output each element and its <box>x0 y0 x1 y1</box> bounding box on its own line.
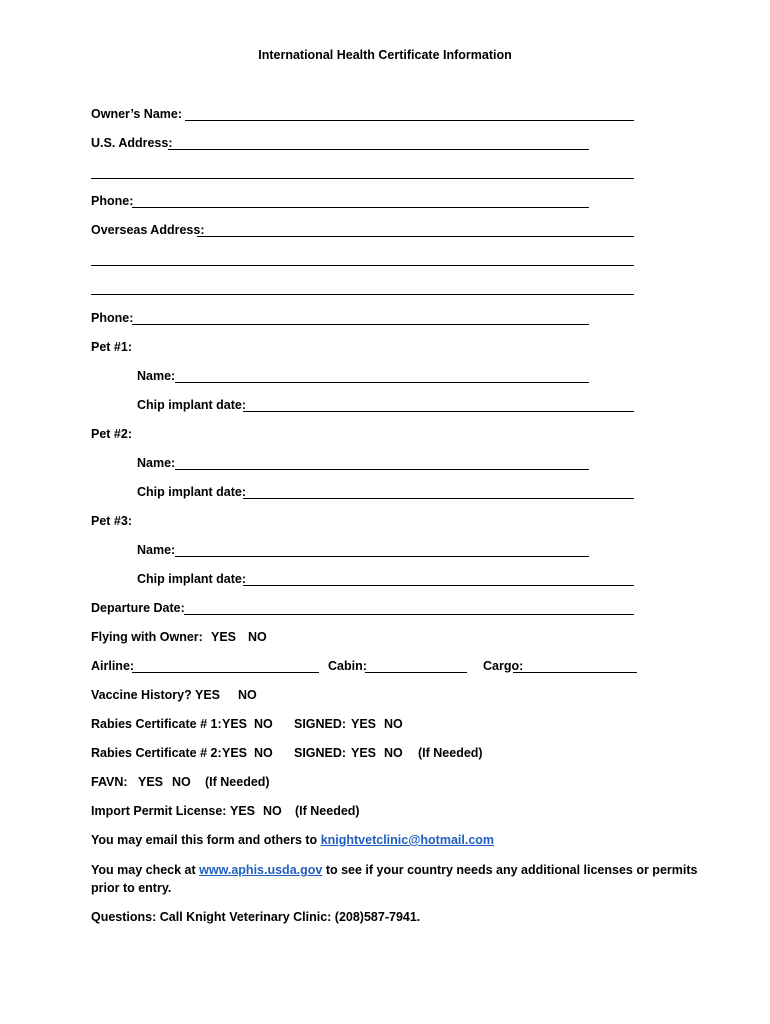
aphis-text-before: You may check at <box>91 863 196 877</box>
vaccine-history-label: Vaccine History? <box>91 688 192 702</box>
phone-label-1: Phone: <box>91 194 134 208</box>
pet1-chip-field[interactable] <box>243 411 634 412</box>
us-address-row <box>91 134 173 152</box>
pet1-chip-label: Chip implant date: <box>137 398 247 412</box>
page-title: International Health Certificate Information <box>258 48 512 62</box>
email-note <box>91 831 494 849</box>
airline-field[interactable] <box>132 672 319 673</box>
rabies2-if-needed-note: (If Needed) <box>418 746 483 760</box>
pet2-label: Pet #2: <box>91 427 132 441</box>
vaccine-history-row <box>91 686 391 704</box>
departure-date-row <box>91 599 185 617</box>
us-address-field[interactable] <box>168 149 589 150</box>
rabies2-signed-label: SIGNED: <box>294 746 347 760</box>
cabin-label: Cabin: <box>328 659 367 673</box>
rabies1-signed-yes-option[interactable]: YES <box>351 717 377 731</box>
pet3-heading <box>91 512 132 530</box>
pet2-chip-row <box>137 483 246 501</box>
email-link[interactable]: knightvetclinic@hotmail.com <box>320 833 495 847</box>
aphis-text-after: to see if your country needs any additional licenses or permits <box>325 863 698 877</box>
overseas-address-label: Overseas Address: <box>91 223 205 237</box>
favn-yes-option[interactable]: YES <box>138 775 164 789</box>
email-text: You may email this form and others to <box>91 833 318 847</box>
rabies1-signed-no-option[interactable]: NO <box>384 717 403 731</box>
departure-date-field[interactable] <box>184 614 634 615</box>
pet1-heading <box>91 338 132 356</box>
pet1-name-row <box>137 367 175 385</box>
aphis-link[interactable]: www.aphis.usda.gov <box>199 863 323 877</box>
rabies2-yes-option[interactable]: YES <box>222 746 248 760</box>
vaccine-no-option[interactable]: NO <box>238 688 257 702</box>
favn-no-option[interactable]: NO <box>172 775 191 789</box>
owner-name-label: Owner’s Name: <box>91 107 183 121</box>
pet3-name-label: Name: <box>137 543 176 557</box>
overseas-address-row <box>91 221 205 239</box>
airline-label: Airline: <box>91 659 135 673</box>
cabin-field[interactable] <box>365 672 467 673</box>
pet1-name-field[interactable] <box>175 382 589 383</box>
rabies1-yes-option[interactable]: YES <box>222 717 248 731</box>
pet2-name-label: Name: <box>137 456 176 470</box>
us-address-label: U.S. Address: <box>91 136 173 150</box>
rabies2-label: Rabies Certificate # 2: <box>91 746 222 760</box>
flying-no-option[interactable]: NO <box>248 630 267 644</box>
rabies2-row <box>91 744 591 762</box>
rabies1-no-option[interactable]: NO <box>254 717 273 731</box>
pet2-name-field[interactable] <box>175 469 589 470</box>
phone-field-2[interactable] <box>132 324 589 325</box>
rabies2-signed-yes-option[interactable]: YES <box>351 746 377 760</box>
overseas-address-field-2[interactable] <box>91 265 634 266</box>
rabies1-signed-label: SIGNED: <box>294 717 347 731</box>
pet2-chip-field[interactable] <box>243 498 634 499</box>
phone-row-1 <box>91 192 133 210</box>
import-permit-yes-option[interactable]: YES <box>230 804 256 818</box>
pet3-label: Pet #3: <box>91 514 132 528</box>
pet3-chip-label: Chip implant date: <box>137 572 247 586</box>
flying-with-owner-row <box>91 628 391 646</box>
pet2-chip-label: Chip implant date: <box>137 485 247 499</box>
vaccine-yes-option[interactable]: YES <box>195 688 221 702</box>
import-permit-row <box>91 802 491 820</box>
pet3-chip-field[interactable] <box>243 585 634 586</box>
flying-with-owner-label: Flying with Owner: <box>91 630 203 644</box>
favn-if-needed-note: (If Needed) <box>205 775 270 789</box>
rabies2-signed-no-option[interactable]: NO <box>384 746 403 760</box>
questions-note <box>91 908 420 926</box>
cargo-field[interactable] <box>513 672 637 673</box>
import-permit-label: Import Permit License: <box>91 804 227 818</box>
owner-name-field[interactable] <box>185 120 634 121</box>
flying-yes-option[interactable]: YES <box>211 630 237 644</box>
pet2-heading <box>91 425 132 443</box>
pet1-label: Pet #1: <box>91 340 132 354</box>
aphis-text-line2: prior to entry. <box>91 881 172 895</box>
pet2-name-row <box>137 454 175 472</box>
overseas-address-field-3[interactable] <box>91 294 634 295</box>
departure-date-label: Departure Date: <box>91 601 185 615</box>
cargo-label: Cargo: <box>483 659 524 673</box>
owner-name-row <box>91 105 182 123</box>
pet1-name-label: Name: <box>137 369 176 383</box>
rabies1-label: Rabies Certificate # 1: <box>91 717 222 731</box>
pet1-chip-row <box>137 396 246 414</box>
aphis-note-line2 <box>91 879 171 897</box>
rabies2-no-option[interactable]: NO <box>254 746 273 760</box>
phone-row-2 <box>91 309 133 327</box>
pet3-name-row <box>137 541 175 559</box>
aphis-note <box>91 861 697 879</box>
pet3-chip-row <box>137 570 246 588</box>
favn-label: FAVN: <box>91 775 128 789</box>
overseas-address-field[interactable] <box>197 236 634 237</box>
questions-text: Questions: Call Knight Veterinary Clinic: (208)587-7941. <box>91 910 421 924</box>
favn-row <box>91 773 391 791</box>
us-address-field-2[interactable] <box>91 178 634 179</box>
import-permit-no-option[interactable]: NO <box>263 804 282 818</box>
phone-label-2: Phone: <box>91 311 134 325</box>
rabies1-row <box>91 715 591 733</box>
phone-field-1[interactable] <box>132 207 589 208</box>
import-permit-if-needed-note: (If Needed) <box>295 804 360 818</box>
pet3-name-field[interactable] <box>175 556 589 557</box>
